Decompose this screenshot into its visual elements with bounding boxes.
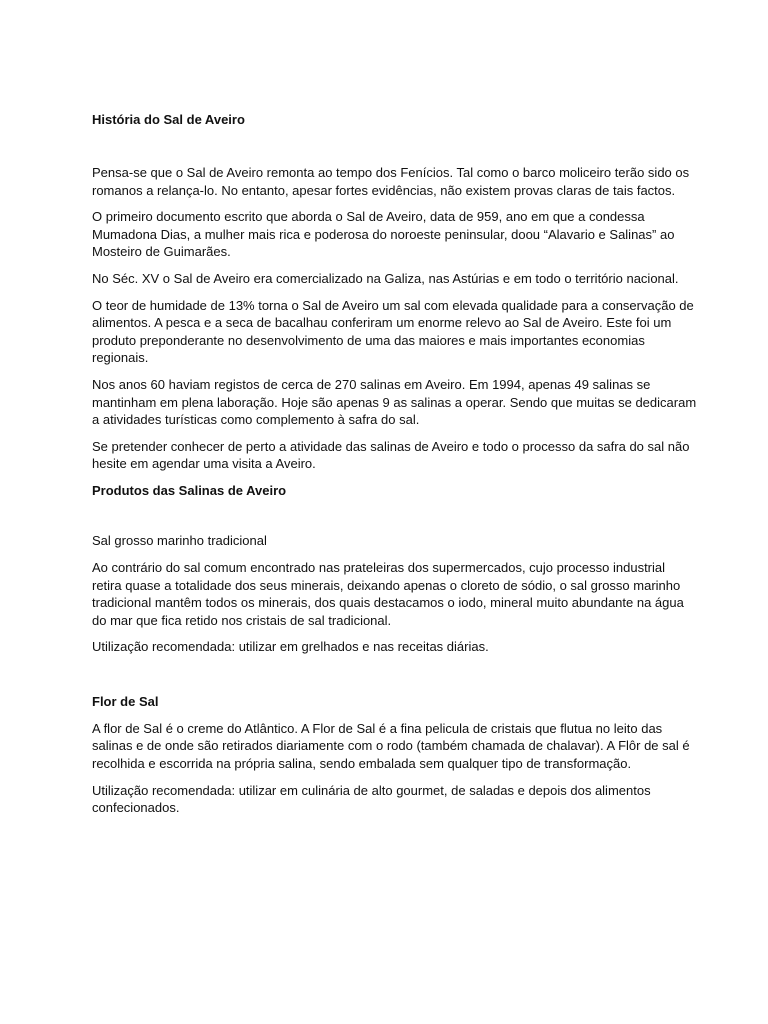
paragraph-first-document: O primeiro documento escrito que aborda o Sal de Aveiro, data de 959, ano em que a condessa Mumadona Dias, a mulher mais rica e poderosa do noroeste peninsular, doou “Alavario e Salinas” ao Mosteiro de Guimarães. [92, 209, 675, 260]
product-usage-sal-grosso: Utilização recomendada: utilizar em grelhados e nas receitas diárias. [92, 639, 489, 655]
paragraph-visit: Se pretender conhecer de perto a atividade das salinas de Aveiro e todo o processo da safra do sal não hesite em agendar uma visita a Aveiro. [92, 438, 690, 472]
paragraph-origins: Pensa-se que o Sal de Aveiro remonta ao tempo dos Fenícios. Tal como o barco moliceiro terão sido os romanos a relança-lo. No entanto, apesar fortes evidências, não existem provas claras de tais factos. [92, 165, 690, 198]
paragraph-salinas-count: Nos anos 60 haviam registos de cerca de 270 salinas em Aveiro. Em 1994, apenas 49 salinas se mantinham em plena laboração. Hoje são apenas 9 as salinas a operar. Sendo que muitas se dedicaram a atividades turísticas como complemento à safra do sal. [92, 376, 697, 428]
product-description-sal-grosso: Ao contrário do sal comum encontrado nas prateleiras dos supermercados, cujo processo industrial retira quase a totalidade dos seus minerais, deixando apenas o cloreto de sódio, o sal grosso marinho tradicional mantêm todos os minerais, dos quais destacamos o iodo, mineral muito abundante na água do mar que fica retido nos cristais de sal tradicional. [92, 559, 684, 628]
paragraph-humidity: O teor de humidade de 13% torna o Sal de Aveiro um sal com elevada qualidade para a conservação de alimentos. A pesca e a seca de bacalhau conferiram um enorme relevo ao Sal de Aveiro. Este foi um produto preponderante no desenvolvimento de uma das maiores e mais importantes economias regionais. [92, 297, 694, 366]
spacer [92, 500, 698, 532]
spacer [92, 665, 698, 693]
product-name-flor-de-sal: Flor de Sal [92, 693, 159, 709]
document-title: História do Sal de Aveiro [92, 112, 245, 127]
products-heading: Produtos das Salinas de Aveiro [92, 482, 287, 498]
spacer [92, 129, 698, 164]
paragraph-xv-century: No Séc. XV o Sal de Aveiro era comercializado na Galiza, nas Astúrias e em todo o território nacional. [92, 270, 679, 286]
product-usage-flor-de-sal: Utilização recomendada: utilizar em culinária de alto gourmet, de saladas e depois dos alimentos confecionados. [92, 782, 651, 816]
product-name-sal-grosso: Sal grosso marinho tradicional [92, 532, 267, 548]
product-description-flor-de-sal: A flor de Sal é o creme do Atlântico. A Flor de Sal é a fina pelicula de cristais que flutua no leito das salinas e de onde são retirados diariamente com o rodo (também chamada de chalavar). A Flôr de sal é recolhida e escorrida na própria salina, sendo embalada sem qualquer tipo de transformação. [92, 720, 690, 772]
